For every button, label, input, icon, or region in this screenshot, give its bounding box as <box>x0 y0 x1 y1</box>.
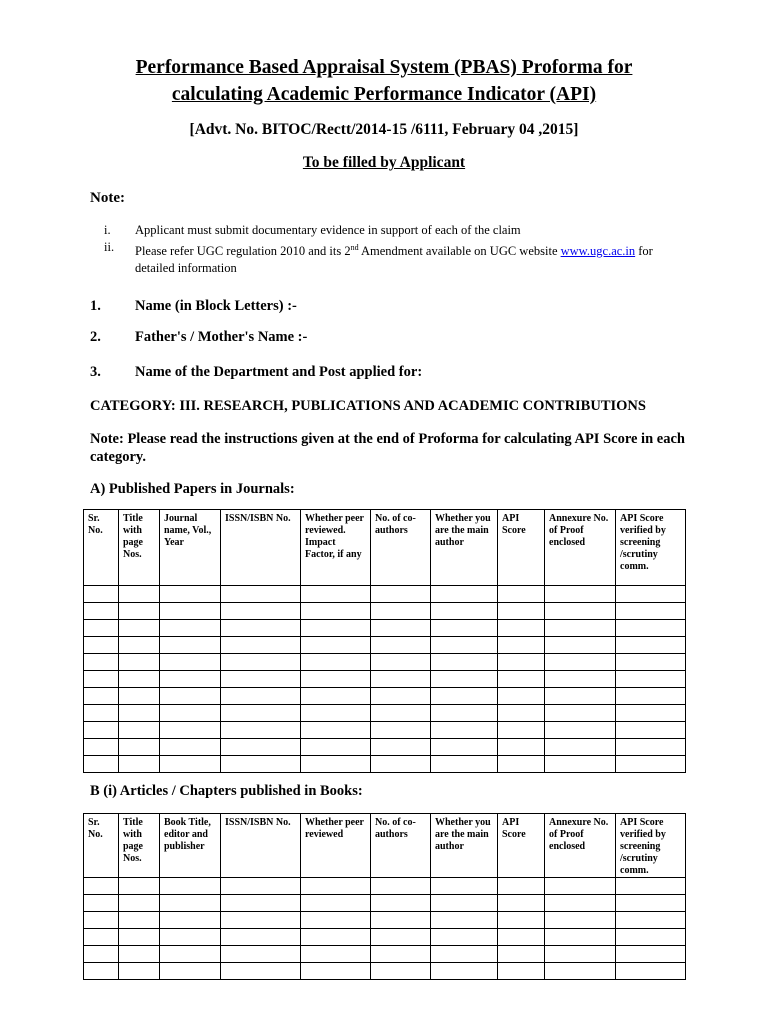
table-cell[interactable] <box>616 654 686 671</box>
table-cell[interactable] <box>545 895 616 912</box>
table-cell[interactable] <box>119 946 160 963</box>
table-cell[interactable] <box>371 654 431 671</box>
field-label: Name (in Block Letters) :- <box>135 298 297 314</box>
table-cell[interactable] <box>160 878 221 895</box>
table-cell[interactable] <box>119 620 160 637</box>
table-cell[interactable] <box>616 705 686 722</box>
table-row <box>84 946 686 963</box>
table-cell[interactable] <box>160 722 221 739</box>
table-cell[interactable] <box>431 620 498 637</box>
table-cell[interactable] <box>119 586 160 603</box>
note-text-part: detailed information <box>135 261 237 276</box>
table-cell[interactable] <box>301 963 371 980</box>
column-header: Whether you are the main author <box>431 814 498 878</box>
table-cell[interactable] <box>221 739 301 756</box>
table-cell[interactable] <box>498 586 545 603</box>
table-row <box>84 929 686 946</box>
table-cell[interactable] <box>616 586 686 603</box>
note-item-text <box>135 239 695 277</box>
table-cell[interactable] <box>498 946 545 963</box>
table-row <box>84 637 686 654</box>
table-header-row <box>84 814 686 878</box>
table-cell[interactable] <box>221 722 301 739</box>
table-cell[interactable] <box>119 688 160 705</box>
table-cell[interactable] <box>84 739 119 756</box>
table-cell[interactable] <box>431 637 498 654</box>
table-cell[interactable] <box>616 895 686 912</box>
table-cell[interactable] <box>545 756 616 773</box>
table-cell[interactable] <box>301 705 371 722</box>
table-row <box>84 912 686 929</box>
table-cell[interactable] <box>221 705 301 722</box>
table-cell[interactable] <box>545 705 616 722</box>
table-cell[interactable] <box>616 929 686 946</box>
note-item-number: ii. <box>104 240 115 254</box>
table-cell[interactable] <box>371 739 431 756</box>
column-header: API Score <box>498 510 545 586</box>
table-header-row <box>84 510 686 586</box>
table-cell[interactable] <box>616 603 686 620</box>
table-cell[interactable] <box>498 739 545 756</box>
table-cell[interactable] <box>160 705 221 722</box>
table-cell[interactable] <box>616 739 686 756</box>
ugc-website-link[interactable]: www.ugc.ac.in <box>560 244 636 259</box>
table-cell[interactable] <box>498 756 545 773</box>
table-cell[interactable] <box>119 739 160 756</box>
table-cell[interactable] <box>431 603 498 620</box>
table-cell[interactable] <box>301 586 371 603</box>
table-cell[interactable] <box>301 654 371 671</box>
table-cell[interactable] <box>498 705 545 722</box>
table-cell[interactable] <box>371 671 431 688</box>
table-cell[interactable] <box>84 756 119 773</box>
table-cell[interactable] <box>221 963 301 980</box>
column-header: Sr. No. <box>84 510 119 586</box>
table-cell[interactable] <box>301 603 371 620</box>
table-cell[interactable] <box>84 637 119 654</box>
table-cell[interactable] <box>545 654 616 671</box>
table-cell[interactable] <box>545 637 616 654</box>
document-title-line-1: Performance Based Appraisal System (PBAS) Proforma for <box>135 57 633 78</box>
table-cell[interactable] <box>160 620 221 637</box>
table-cell[interactable] <box>119 756 160 773</box>
published-papers-table <box>83 509 686 773</box>
column-header: API Score <box>498 814 545 878</box>
table-cell[interactable] <box>545 912 616 929</box>
table-cell[interactable] <box>545 722 616 739</box>
table-cell[interactable] <box>160 739 221 756</box>
table-cell[interactable] <box>301 756 371 773</box>
table-cell[interactable] <box>221 671 301 688</box>
table-cell[interactable] <box>616 637 686 654</box>
advertisement-number: [Advt. No. BITOC/Rectt/2014-15 /6111, February 04 ,2015] <box>189 121 579 138</box>
field-number: 3. <box>90 364 101 380</box>
table-cell[interactable] <box>545 878 616 895</box>
table-cell[interactable] <box>371 912 431 929</box>
table-cell[interactable] <box>119 654 160 671</box>
note-text-part: for <box>635 244 653 259</box>
table-cell[interactable] <box>84 946 119 963</box>
table-cell[interactable] <box>545 603 616 620</box>
table-cell[interactable] <box>498 895 545 912</box>
table-cell[interactable] <box>84 671 119 688</box>
table-cell[interactable] <box>498 654 545 671</box>
table-cell[interactable] <box>431 912 498 929</box>
table-cell[interactable] <box>431 756 498 773</box>
field-number: 2. <box>90 329 101 345</box>
table-cell[interactable] <box>301 688 371 705</box>
table-cell[interactable] <box>84 620 119 637</box>
table-cell[interactable] <box>431 654 498 671</box>
note-text-part: Amendment available on UGC website <box>358 244 561 259</box>
section-a-title: A) Published Papers in Journals: <box>90 481 295 497</box>
table-cell[interactable] <box>498 929 545 946</box>
note-item-text: Applicant must submit documentary evidence in support of each of the claim <box>135 223 521 237</box>
table-cell[interactable] <box>431 688 498 705</box>
table-row <box>84 756 686 773</box>
category-heading: CATEGORY: III. RESEARCH, PUBLICATIONS AND ACADEMIC CONTRIBUTIONS <box>90 398 646 414</box>
table-cell[interactable] <box>301 878 371 895</box>
table-cell[interactable] <box>301 739 371 756</box>
book-chapters-table <box>83 813 686 980</box>
section-b-title: B (i) Articles / Chapters published in Books: <box>90 783 363 799</box>
table-row <box>84 878 686 895</box>
table-cell[interactable] <box>221 946 301 963</box>
table-cell[interactable] <box>371 963 431 980</box>
table-cell[interactable] <box>431 739 498 756</box>
table-cell[interactable] <box>371 895 431 912</box>
table-cell[interactable] <box>160 671 221 688</box>
table-row <box>84 620 686 637</box>
table-cell[interactable] <box>371 929 431 946</box>
table-cell[interactable] <box>431 671 498 688</box>
table-cell[interactable] <box>616 671 686 688</box>
table-cell[interactable] <box>221 586 301 603</box>
table-cell[interactable] <box>371 756 431 773</box>
table-cell[interactable] <box>498 912 545 929</box>
table-cell[interactable] <box>616 912 686 929</box>
field-label: Father's / Mother's Name :- <box>135 329 308 345</box>
table-cell[interactable] <box>301 912 371 929</box>
column-header: Title with page Nos. <box>119 510 160 586</box>
table-cell[interactable] <box>498 878 545 895</box>
table-cell[interactable] <box>221 620 301 637</box>
table-cell[interactable] <box>545 620 616 637</box>
table-cell[interactable] <box>160 637 221 654</box>
table-cell[interactable] <box>545 688 616 705</box>
table-cell[interactable] <box>119 929 160 946</box>
document-title-line-2: calculating Academic Performance Indicator (API) <box>171 84 597 105</box>
table-cell[interactable] <box>119 912 160 929</box>
table-cell[interactable] <box>301 895 371 912</box>
note-text-part: Please refer UGC regulation 2010 and its 2 <box>135 244 351 259</box>
table-row <box>84 586 686 603</box>
table-cell[interactable] <box>119 963 160 980</box>
table-cell[interactable] <box>431 963 498 980</box>
table-cell[interactable] <box>301 671 371 688</box>
table-cell[interactable] <box>84 654 119 671</box>
table-cell[interactable] <box>371 946 431 963</box>
table-cell[interactable] <box>119 671 160 688</box>
table-cell[interactable] <box>84 895 119 912</box>
table-cell[interactable] <box>431 722 498 739</box>
column-header: Whether you are the main author <box>431 510 498 586</box>
column-header: Annexure No. of Proof enclosed <box>545 814 616 878</box>
column-header: ISSN/ISBN No. <box>221 814 301 878</box>
table-cell[interactable] <box>221 895 301 912</box>
table-cell[interactable] <box>119 722 160 739</box>
table-cell[interactable] <box>431 586 498 603</box>
table-row <box>84 654 686 671</box>
table-cell[interactable] <box>84 722 119 739</box>
table-row <box>84 688 686 705</box>
table-cell[interactable] <box>616 963 686 980</box>
superscript: nd <box>350 243 359 252</box>
table-cell[interactable] <box>160 912 221 929</box>
column-header: API Score verified by screening /scrutiny comm. <box>616 510 686 586</box>
table-cell[interactable] <box>431 929 498 946</box>
table-cell[interactable] <box>221 688 301 705</box>
table-cell[interactable] <box>84 912 119 929</box>
table-cell[interactable] <box>431 895 498 912</box>
table-cell[interactable] <box>301 929 371 946</box>
table-cell[interactable] <box>221 654 301 671</box>
table-row <box>84 671 686 688</box>
column-header: Annexure No. of Proof enclosed <box>545 510 616 586</box>
table-cell[interactable] <box>221 929 301 946</box>
table-cell[interactable] <box>616 722 686 739</box>
table-cell[interactable] <box>371 705 431 722</box>
table-cell[interactable] <box>431 946 498 963</box>
table-cell[interactable] <box>160 756 221 773</box>
table-cell[interactable] <box>119 705 160 722</box>
table-cell[interactable] <box>84 963 119 980</box>
field-name <box>90 298 297 315</box>
table-cell[interactable] <box>160 963 221 980</box>
table-cell[interactable] <box>431 878 498 895</box>
note-item-number: i. <box>104 223 111 237</box>
table-cell[interactable] <box>119 637 160 654</box>
table-row <box>84 603 686 620</box>
table-row <box>84 722 686 739</box>
column-header: Journal name, Vol., Year <box>160 510 221 586</box>
table-cell[interactable] <box>160 929 221 946</box>
table-cell[interactable] <box>301 637 371 654</box>
table-cell[interactable] <box>616 620 686 637</box>
table-cell[interactable] <box>119 895 160 912</box>
table-cell[interactable] <box>545 929 616 946</box>
column-header: Title with page Nos. <box>119 814 160 878</box>
table-cell[interactable] <box>160 946 221 963</box>
table-cell[interactable] <box>545 963 616 980</box>
table-cell[interactable] <box>301 620 371 637</box>
field-parent-name <box>90 329 307 346</box>
table-cell[interactable] <box>545 739 616 756</box>
table-cell[interactable] <box>119 603 160 620</box>
table-cell[interactable] <box>371 620 431 637</box>
table-cell[interactable] <box>545 586 616 603</box>
table-cell[interactable] <box>498 671 545 688</box>
table-cell[interactable] <box>160 688 221 705</box>
table-row <box>84 895 686 912</box>
table-cell[interactable] <box>84 705 119 722</box>
table-cell[interactable] <box>371 878 431 895</box>
table-cell[interactable] <box>498 688 545 705</box>
instruction-note: Note: Please read the instructions given at the end of Proforma for calculating API Score in each category. <box>90 431 685 465</box>
column-header: Book Title, editor and publisher <box>160 814 221 878</box>
table-row <box>84 963 686 980</box>
column-header: No. of co-authors <box>371 510 431 586</box>
table-cell[interactable] <box>301 946 371 963</box>
column-header: API Score verified by screening /scrutiny comm. <box>616 814 686 878</box>
table-cell[interactable] <box>431 705 498 722</box>
field-label: Name of the Department and Post applied for: <box>135 364 423 380</box>
table-cell[interactable] <box>84 878 119 895</box>
table-cell[interactable] <box>545 946 616 963</box>
table-cell[interactable] <box>616 688 686 705</box>
table-cell[interactable] <box>221 912 301 929</box>
table-cell[interactable] <box>498 603 545 620</box>
table-cell[interactable] <box>616 946 686 963</box>
table-cell[interactable] <box>221 637 301 654</box>
table-cell[interactable] <box>616 878 686 895</box>
table-cell[interactable] <box>371 637 431 654</box>
table-cell[interactable] <box>498 637 545 654</box>
table-cell[interactable] <box>371 722 431 739</box>
field-number: 1. <box>90 298 101 314</box>
table-cell[interactable] <box>84 688 119 705</box>
table-cell[interactable] <box>616 756 686 773</box>
table-cell[interactable] <box>498 963 545 980</box>
table-cell[interactable] <box>84 929 119 946</box>
table-cell[interactable] <box>301 722 371 739</box>
table-cell[interactable] <box>221 603 301 620</box>
table-cell[interactable] <box>371 586 431 603</box>
column-header: ISSN/ISBN No. <box>221 510 301 586</box>
table-cell[interactable] <box>84 603 119 620</box>
table-cell[interactable] <box>160 895 221 912</box>
table-row <box>84 705 686 722</box>
table-cell[interactable] <box>498 620 545 637</box>
table-cell[interactable] <box>498 722 545 739</box>
field-department <box>90 364 422 381</box>
table-cell[interactable] <box>119 878 160 895</box>
table-row <box>84 739 686 756</box>
column-header: Whether peer reviewed. Impact Factor, if any <box>301 510 371 586</box>
table-cell[interactable] <box>160 603 221 620</box>
table-cell[interactable] <box>160 586 221 603</box>
table-cell[interactable] <box>160 654 221 671</box>
table-cell[interactable] <box>84 586 119 603</box>
column-header: No. of co-authors <box>371 814 431 878</box>
column-header: Whether peer reviewed <box>301 814 371 878</box>
table-cell[interactable] <box>371 688 431 705</box>
table-cell[interactable] <box>221 756 301 773</box>
table-cell[interactable] <box>221 878 301 895</box>
filled-by-heading: To be filled by Applicant <box>302 154 466 171</box>
column-header: Sr. No. <box>84 814 119 878</box>
table-cell[interactable] <box>371 603 431 620</box>
table-cell[interactable] <box>545 671 616 688</box>
note-label: Note: <box>90 190 125 206</box>
